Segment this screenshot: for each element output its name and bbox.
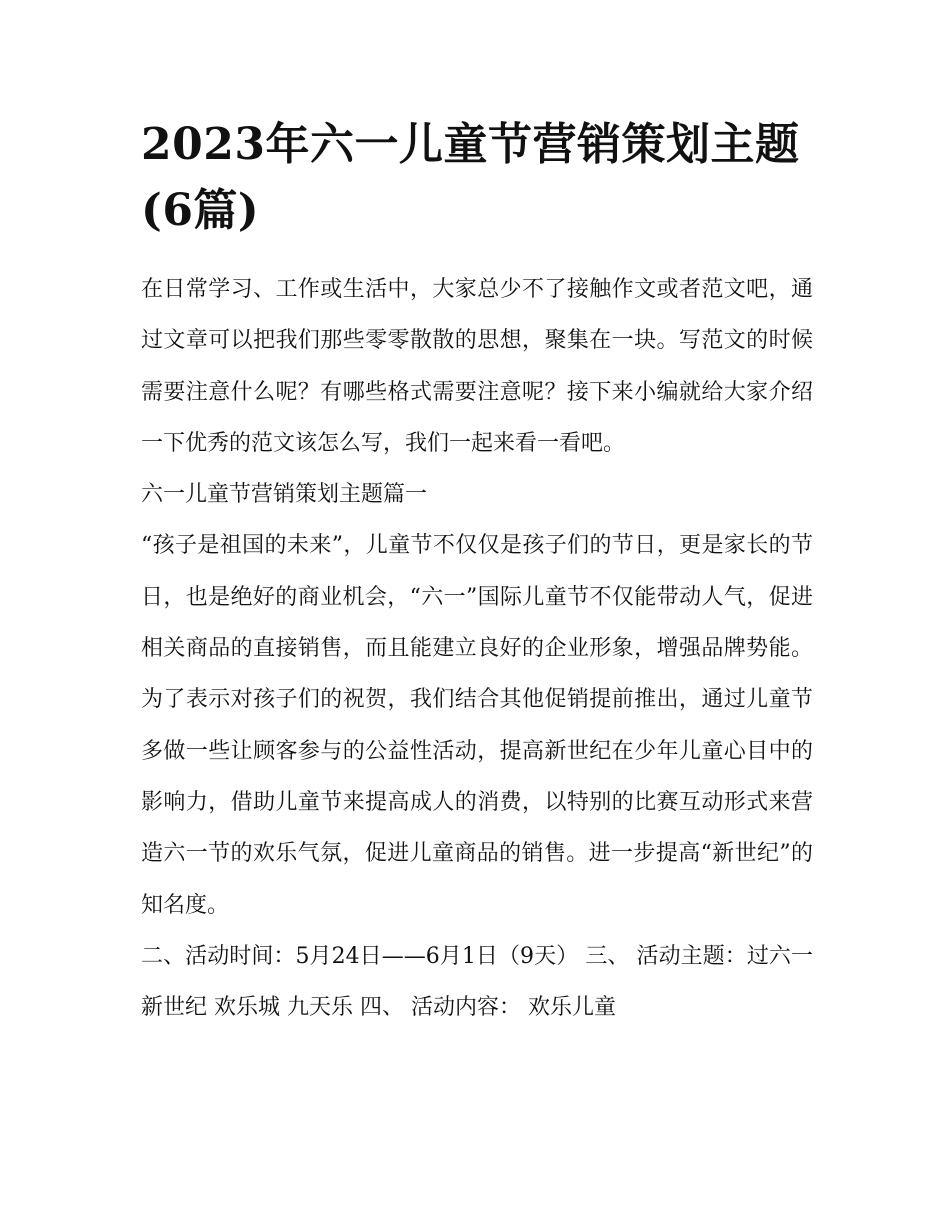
document-body <box>141 264 813 1033</box>
activity-paragraph: 二、活动时间：5月24日——6月1日（9天） 三、 活动主题：过六一新世纪 欢乐城 九天乐 四、 活动内容： 欢乐儿童 <box>141 943 813 1021</box>
document-page <box>141 112 813 1033</box>
body-paragraph: “孩子是祖国的未来”，儿童节不仅仅是孩子们的节日，更是家长的节日，也是绝好的商业机会，“六一”国际儿童节不仅能带动人气，促进相关商品的直接销售，而且能建立良好的企业形象，增强品牌势能。为了表示对孩子们的祝贺，我们结合其他促销提前推出，通过儿童节多做一些让顾客参与的公益性活动，提高新世纪在少年儿童心目中的影响力，借助儿童节来提高成人的消费，以特别的比赛互动形式来营造六一节的欢乐气氛，促进儿童商品的销售。进一步提高“新世纪”的知名度。 <box>141 533 813 918</box>
intro-paragraph: 在日常学习、工作或生活中，大家总少不了接触作文或者范文吧，通过文章可以把我们那些零零散散的思想，聚集在一块。写范文的时候需要注意什么呢？有哪些格式需要注意呢？接下来小编就给大家介绍一下优秀的范文该怎么写，我们一起来看一看吧。 <box>141 277 813 456</box>
document-title: 2023年六一儿童节营销策划主题(6篇) <box>141 119 800 236</box>
section-heading: 六一儿童节营销策划主题篇一 <box>141 482 428 508</box>
